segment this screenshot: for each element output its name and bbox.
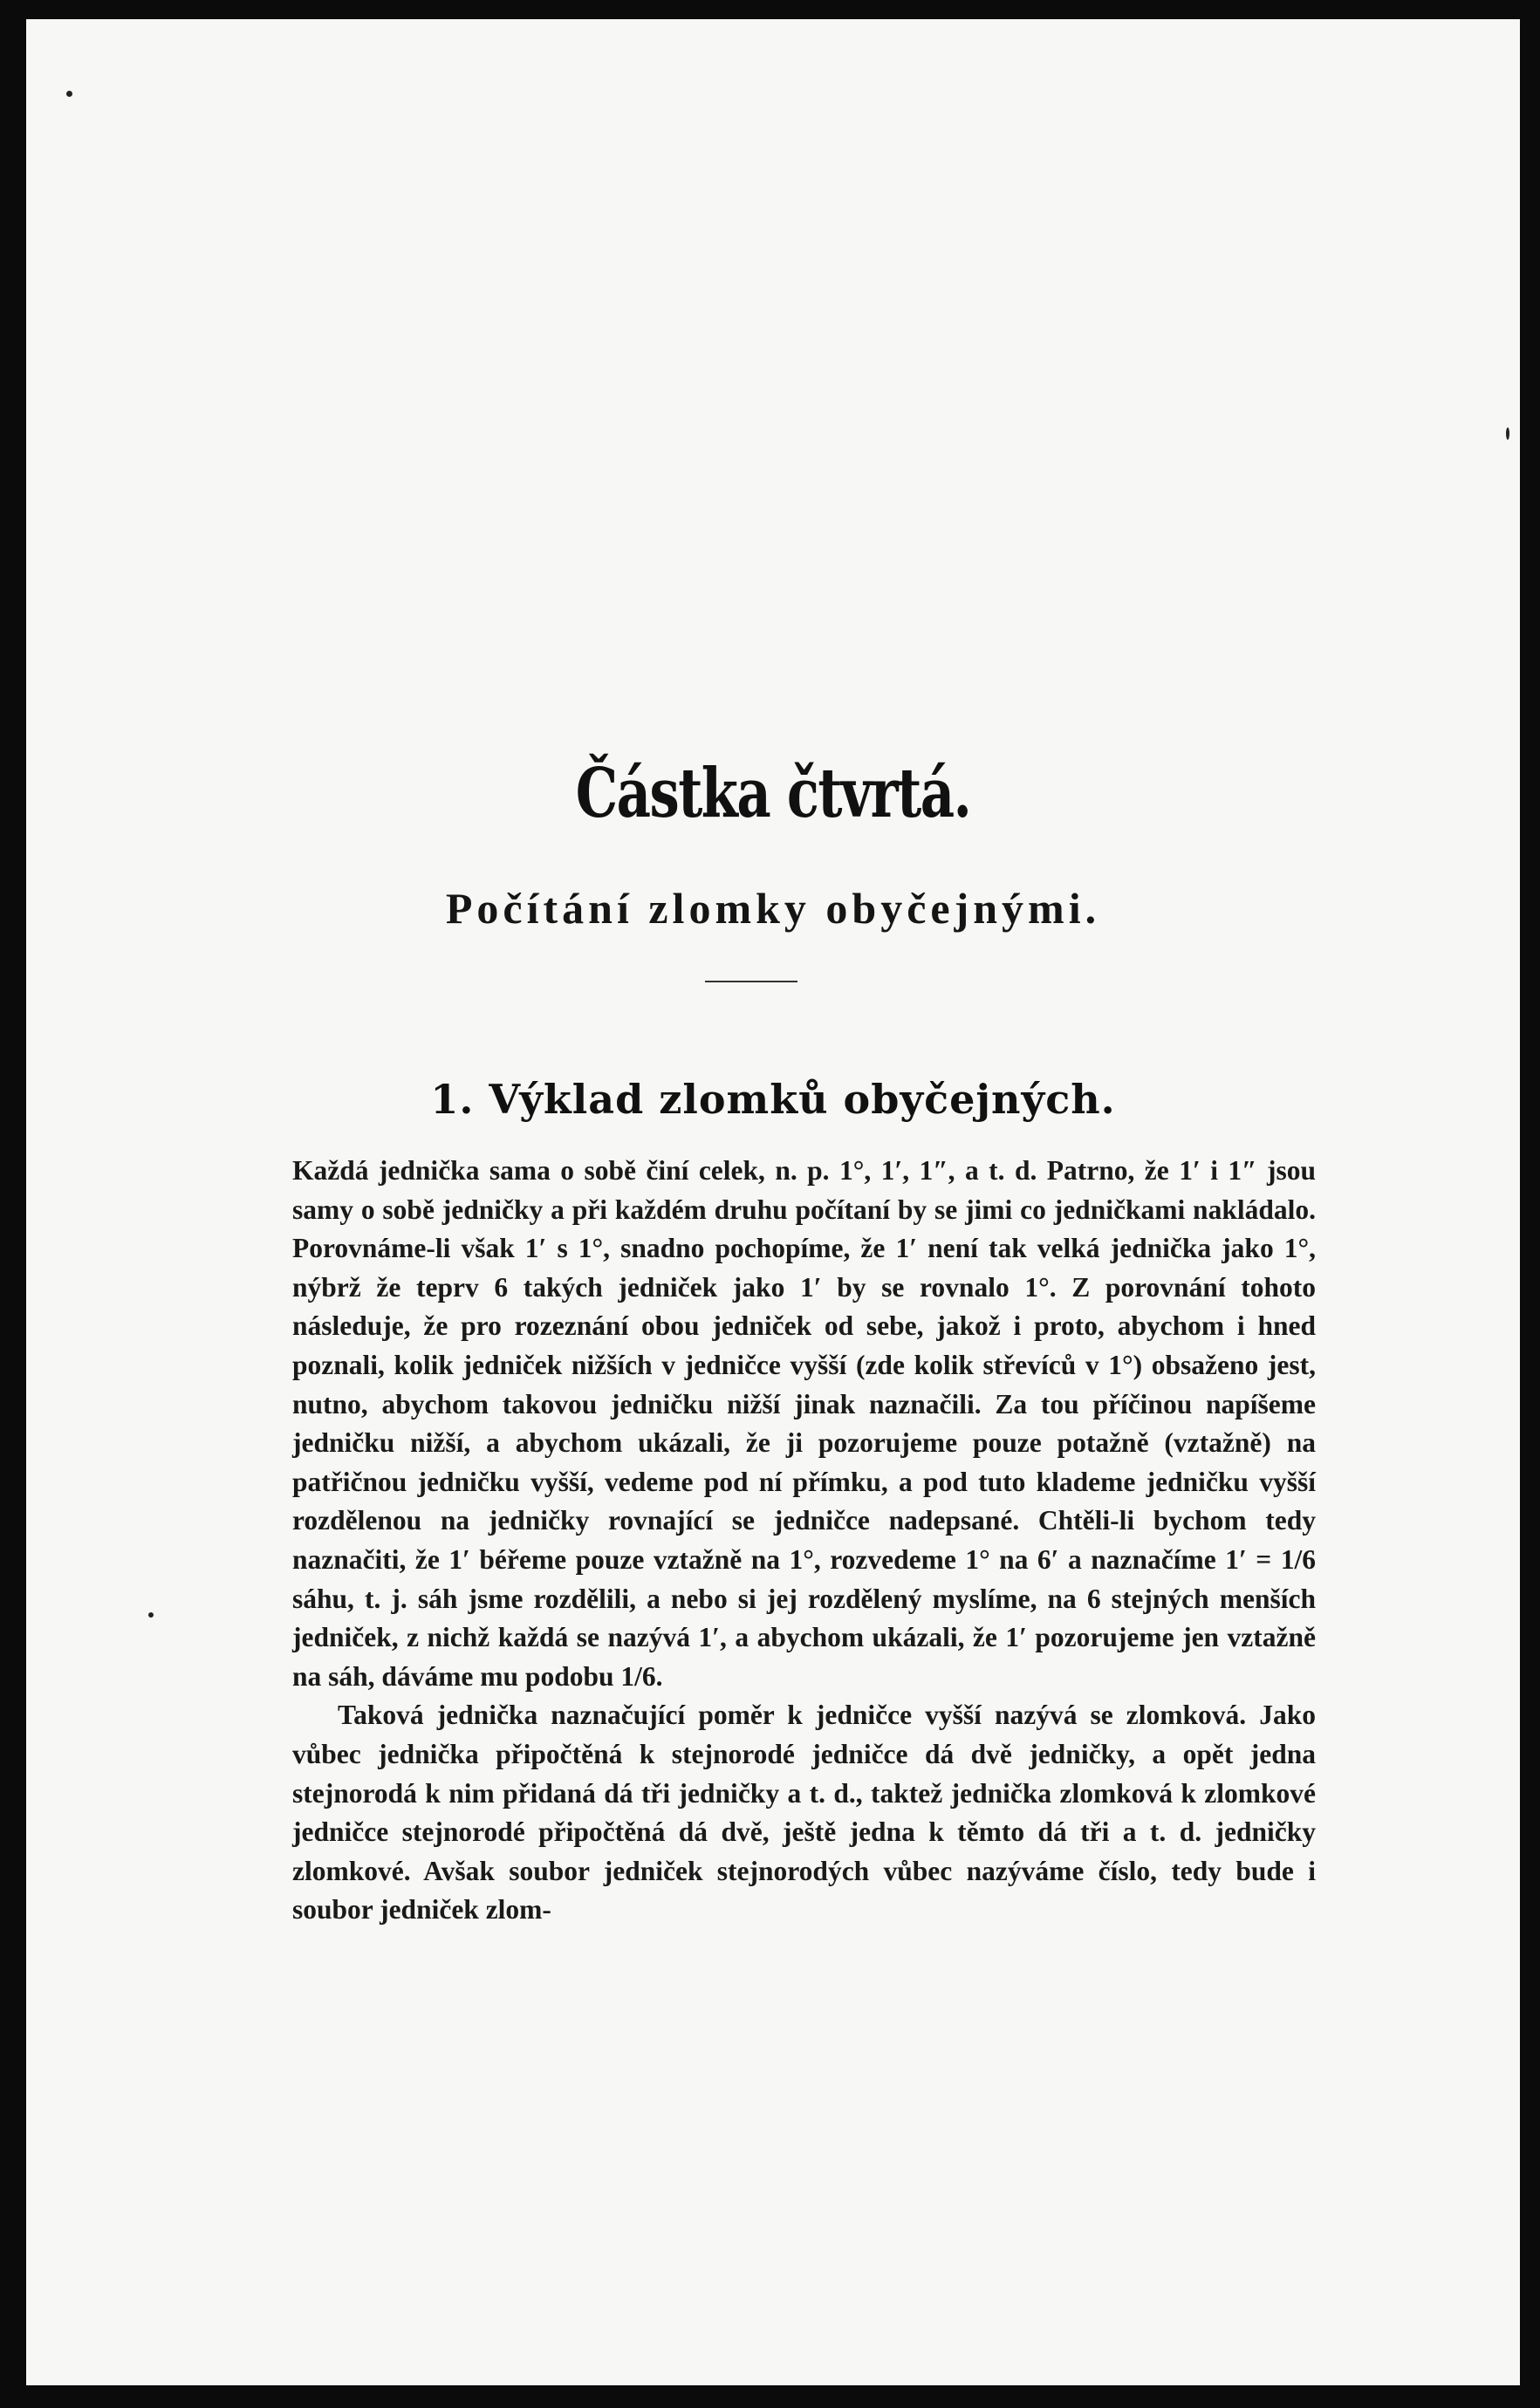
scan-speck xyxy=(1506,428,1509,440)
body-text xyxy=(292,1152,1316,1930)
part-title: Částka čtvrtá. xyxy=(575,754,971,834)
book-page xyxy=(26,19,1520,2385)
title-divider xyxy=(705,981,797,982)
scan-speck xyxy=(148,1612,154,1618)
paragraph: Každá jednička sama o sobě činí celek, n. p. 1°, 1′, 1″, a t. d. Patrno, že 1′ i 1″ jsou samy o sobě jedničky a při každém druhu počítaní by se jimi co jedničkami nakládalo. Porovnáme-li však 1′ s 1°, snadno pochopíme, že 1′ není tak velká jednička jako 1°, nýbrž že teprv 6 takých jedniček jako 1′ by se rovnalo 1°. Z porovnání tohoto následuje, že pro rozeznání obou jedniček od sebe, jakož i proto, abychom i hned poznali, kolik jedniček nižších v jedničce vyšší (zde kolik střevíců v 1°) obsaženo jest, nutno, abychom takovou jedničku nižší jinak naznačili. Za tou příčinou napíšeme jedničku nižší, a abychom ukázali, že ji pozorujeme pouze potažně (vztažně) na patřičnou jedničku vyšší, vedeme pod ní přímku, a pod tuto klademe jedničku vyšší rozdělenou na jedničky rovnající se jedničce nadepsané. Chtěli-li bychom tedy naznačiti, že 1′ béřeme pouze vztažně na 1°, rozvedeme 1° na 6′ a naznačíme 1′ = 1/6 sáhu, t. j. sáh jsme rozdělili, a nebo si jej rozdělený myslíme, na 6 stejných menších jedniček, z nichž každá se nazývá 1′, a abychom ukázali, že 1′ pozorujeme jen vztažně na sáh, dáváme mu podobu 1/6. xyxy=(292,1155,1316,1692)
section-heading: 1. Výklad zlomků obyčejných. xyxy=(430,1076,1116,1123)
paragraph: Taková jednička naznačující poměr k jedničce vyšší nazývá se zlomková. Jako vůbec jednička připočtěná k stejnorodé jedničce dá dvě jedničky, a opět jedna stejnorodá k nim přidaná dá tři jedničky a t. d., taktež jednička zlomková k zlomkové jedničce stejnorodé připočtěná dá dvě, ještě jedna k těmto dá tři a t. d. jedničky zlomkové. Avšak soubor jedniček stejnorodých vůbec nazýváme číslo, tedy bude i soubor jedniček zlom- xyxy=(292,1700,1316,1926)
chapter-subtitle: Počítání zlomky obyčejnými. xyxy=(445,883,1101,933)
scan-speck xyxy=(66,91,72,97)
